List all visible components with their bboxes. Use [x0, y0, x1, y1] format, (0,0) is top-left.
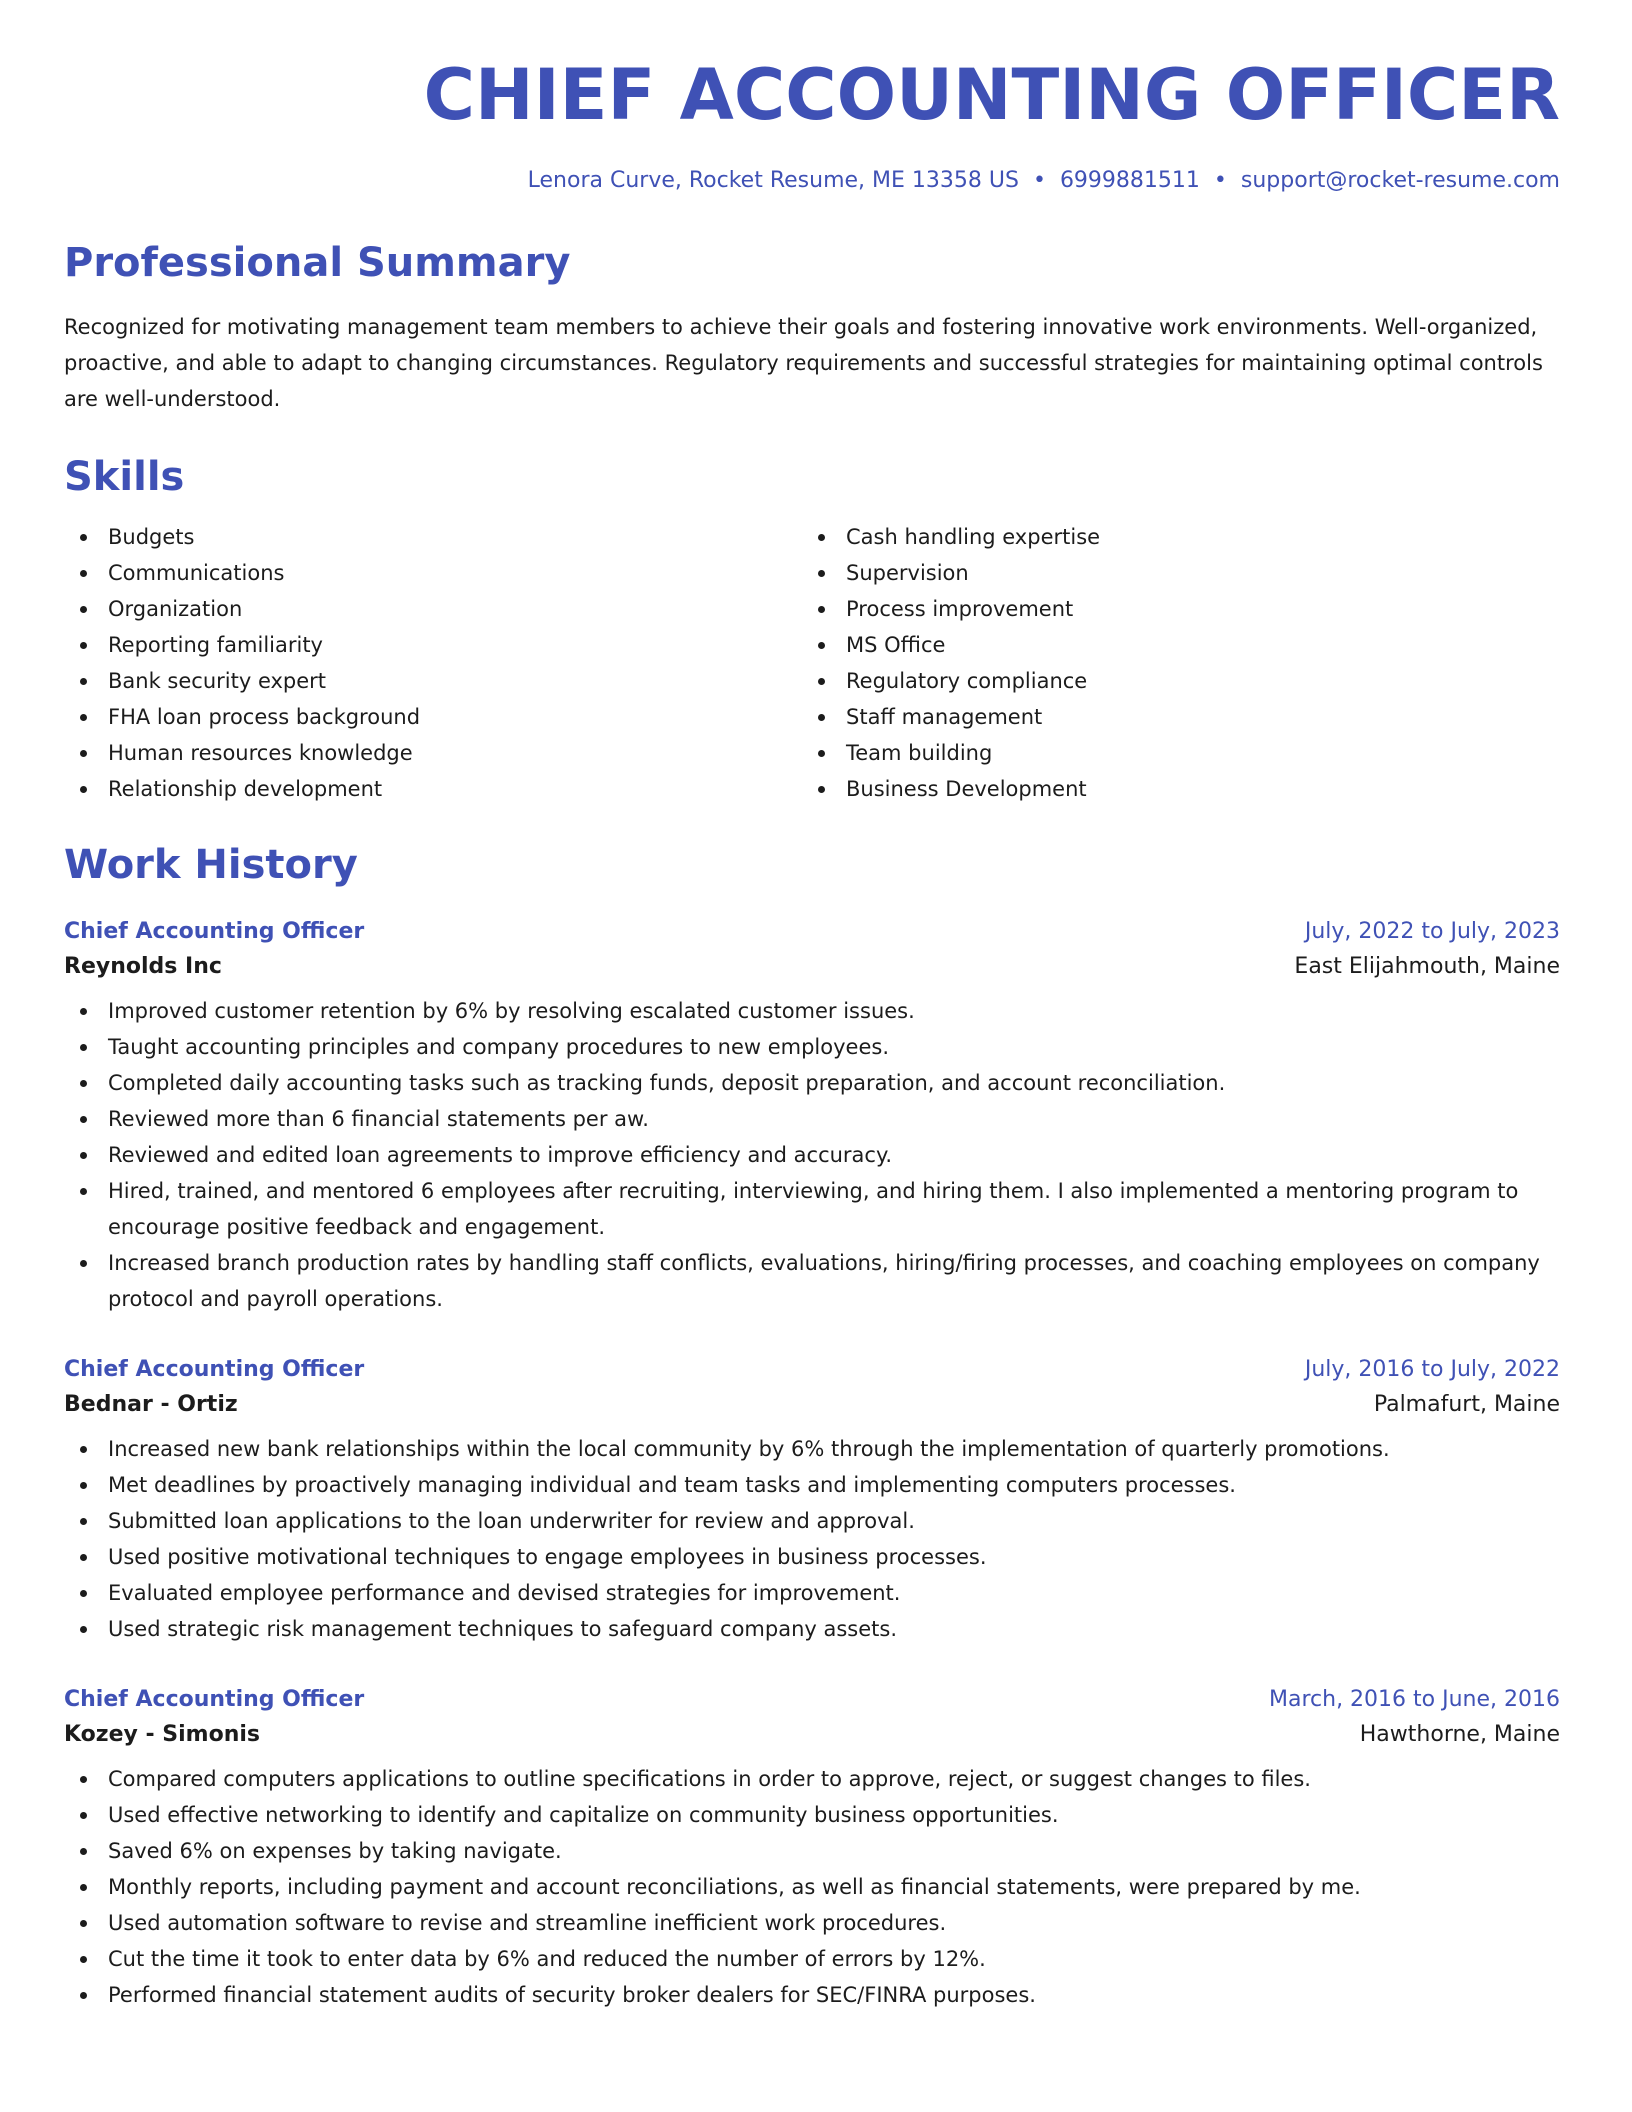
skill-item: Cash handling expertise: [802, 519, 1540, 555]
skill-item: Reporting familiarity: [64, 627, 802, 663]
job-bullet: Monthly reports, including payment and account reconciliations, as well as financial statements, were prepared by me.: [64, 1869, 1560, 1905]
skill-item: Process improvement: [802, 591, 1540, 627]
contact-line: [64, 168, 1560, 193]
job-entry: [64, 1687, 1560, 2013]
job-bullets: [64, 1431, 1560, 1647]
skill-item: Human resources knowledge: [64, 735, 802, 771]
job-bullet: Used automation software to revise and streamline inefficient work procedures.: [64, 1905, 1560, 1941]
contact-phone: 6999881511: [1059, 168, 1200, 193]
job-bullet: Taught accounting principles and company procedures to new employees.: [64, 1029, 1560, 1065]
job-company: Kozey - Simonis: [64, 1722, 261, 1747]
job-title: Chief Accounting Officer: [64, 1687, 365, 1712]
job-bullet: Evaluated employee performance and devised strategies for improvement.: [64, 1575, 1560, 1611]
skills-column-left: [64, 519, 802, 807]
job-bullet: Used positive motivational techniques to engage employees in business processes.: [64, 1539, 1560, 1575]
skill-item: Regulatory compliance: [802, 663, 1540, 699]
job-company: Bednar - Ortiz: [64, 1392, 238, 1417]
skill-item: Bank security expert: [64, 663, 802, 699]
job-dates: March, 2016 to June, 2016: [1269, 1687, 1560, 1712]
job-bullet: Increased new bank relationships within the local community by 6% through the implementation of quarterly promotions.: [64, 1431, 1560, 1467]
skill-item: Business Development: [802, 771, 1540, 807]
job-title: Chief Accounting Officer: [64, 919, 365, 944]
contact-separator: •: [1213, 168, 1227, 193]
job-bullet: Increased branch production rates by handling staff conflicts, evaluations, hiring/firing processes, and coaching employees on company protocol and payroll operations.: [64, 1245, 1560, 1317]
skill-item: Organization: [64, 591, 802, 627]
skills-list: [64, 519, 1560, 807]
job-entry: [64, 1357, 1560, 1647]
job-location: Hawthorne, Maine: [1359, 1722, 1560, 1747]
skill-item: Staff management: [802, 699, 1540, 735]
skills-column-right: [802, 519, 1540, 807]
contact-separator: •: [1032, 168, 1046, 193]
job-location: East Elijahmouth, Maine: [1294, 954, 1560, 979]
skills-heading: Skills: [64, 454, 185, 500]
job-bullet: Compared computers applications to outline specifications in order to approve, reject, or suggest changes to files.: [64, 1761, 1560, 1797]
resume-title: CHIEF ACCOUNTING OFFICER: [423, 54, 1560, 136]
job-bullet: Improved customer retention by 6% by resolving escalated customer issues.: [64, 993, 1560, 1029]
skill-item: Relationship development: [64, 771, 802, 807]
contact-address: Lenora Curve, Rocket Resume, ME 13358 US: [527, 168, 1019, 193]
job-bullet: Hired, trained, and mentored 6 employees after recruiting, interviewing, and hiring them. I also implemented a mentoring program to encourage positive feedback and engagement.: [64, 1173, 1560, 1245]
job-bullet: Reviewed and edited loan agreements to improve efficiency and accuracy.: [64, 1137, 1560, 1173]
skill-item: FHA loan process background: [64, 699, 802, 735]
job-dates: July, 2016 to July, 2022: [1304, 1357, 1560, 1382]
job-title: Chief Accounting Officer: [64, 1357, 365, 1382]
job-entry: [64, 919, 1560, 1317]
job-bullet: Cut the time it took to enter data by 6% and reduced the number of errors by 12%.: [64, 1941, 1560, 1977]
job-bullets: [64, 1761, 1560, 2013]
contact-email: support@rocket-resume.com: [1240, 168, 1560, 193]
job-bullet: Completed daily accounting tasks such as tracking funds, deposit preparation, and account reconciliation.: [64, 1065, 1560, 1101]
job-bullet: Performed financial statement audits of security broker dealers for SEC/FINRA purposes.: [64, 1977, 1560, 2013]
skill-item: MS Office: [802, 627, 1540, 663]
job-dates: July, 2022 to July, 2023: [1304, 919, 1560, 944]
skill-item: Budgets: [64, 519, 802, 555]
resume-page: [64, 48, 1560, 2013]
summary-text: Recognized for motivating management team members to achieve their goals and fostering innovative work environments. Well-organized, proactive, and able to adapt to changing circumstances. Regulatory requirements and successful strategies for maintaining optimal controls are well-understood.: [64, 315, 1543, 411]
job-bullets: [64, 993, 1560, 1317]
job-bullet: Used effective networking to identify and capitalize on community business opportunities.: [64, 1797, 1560, 1833]
skill-item: Supervision: [802, 555, 1540, 591]
job-bullet: Submitted loan applications to the loan underwriter for review and approval.: [64, 1503, 1560, 1539]
skill-item: Team building: [802, 735, 1540, 771]
job-location: Palmafurt, Maine: [1373, 1392, 1560, 1417]
job-company: Reynolds Inc: [64, 954, 222, 979]
work-history-heading: Work History: [64, 842, 358, 888]
job-bullet: Met deadlines by proactively managing individual and team tasks and implementing computers processes.: [64, 1467, 1560, 1503]
work-history-list: [64, 919, 1560, 2013]
job-bullet: Reviewed more than 6 financial statements per aw.: [64, 1101, 1560, 1137]
skill-item: Communications: [64, 555, 802, 591]
job-bullet: Used strategic risk management techniques to safeguard company assets.: [64, 1611, 1560, 1647]
job-bullet: Saved 6% on expenses by taking navigate.: [64, 1833, 1560, 1869]
summary-heading: Professional Summary: [64, 240, 571, 286]
